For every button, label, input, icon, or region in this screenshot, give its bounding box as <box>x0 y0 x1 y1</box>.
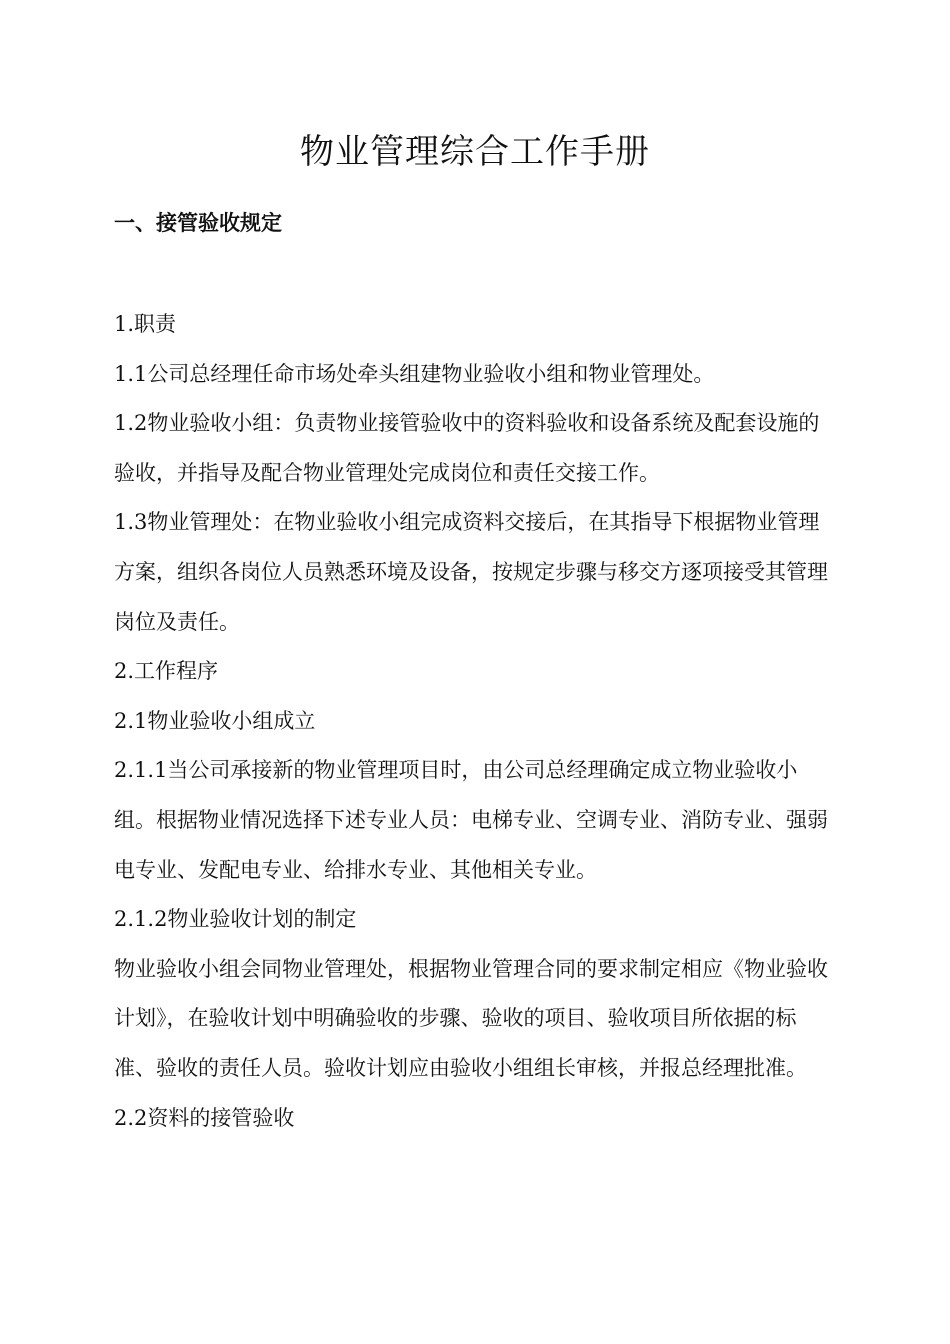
paragraph-duties: 1.职责 <box>114 312 177 336</box>
section-heading: 一、接管验收规定 <box>114 211 282 235</box>
paragraph-2-1-1: 2.1.1当公司承接新的物业管理项目时，由公司总经理确定成立物业验收小组。根据物业情况选择下述专业人员：电梯专业、空调专业、消防专业、强弱电专业、发配电专业、给排水专业、其他相关专业。 <box>114 758 828 882</box>
paragraph-1-2: 1.2物业验收小组：负责物业接管验收中的资料验收和设备系统及配套设施的验收，并指导及配合物业管理处完成岗位和责任交接工作。 <box>114 411 820 485</box>
paragraph-2-2: 2.2资料的接管验收 <box>114 1105 295 1130</box>
paragraph-work-procedure: 2.工作程序 <box>114 659 219 684</box>
document-title: 物业管理综合工作手册 <box>300 132 650 172</box>
paragraph-plan-details: 物业验收小组会同物业管理处，根据物业管理合同的要求制定相应《物业验收计划》，在验收计划中明确验收的步骤、验收的项目、验收项目所依据的标准、验收的责任人员。验收计划应由验收小组组长审核，并报总经理批准。 <box>114 956 828 1080</box>
paragraph-2-1: 2.1物业验收小组成立 <box>114 708 316 733</box>
paragraph-1-1: 1.1公司总经理任命市场处牵头组建物业验收小组和物业管理处。 <box>114 361 715 386</box>
paragraph-1-3: 1.3物业管理处：在物业验收小组完成资料交接后，在其指导下根据物业管理方案，组织各岗位人员熟悉环境及设备，按规定步骤与移交方逐项接受其管理岗位及责任。 <box>114 510 828 634</box>
document-body <box>114 300 830 1143</box>
paragraph-2-1-2: 2.1.2物业验收计划的制定 <box>114 907 357 932</box>
